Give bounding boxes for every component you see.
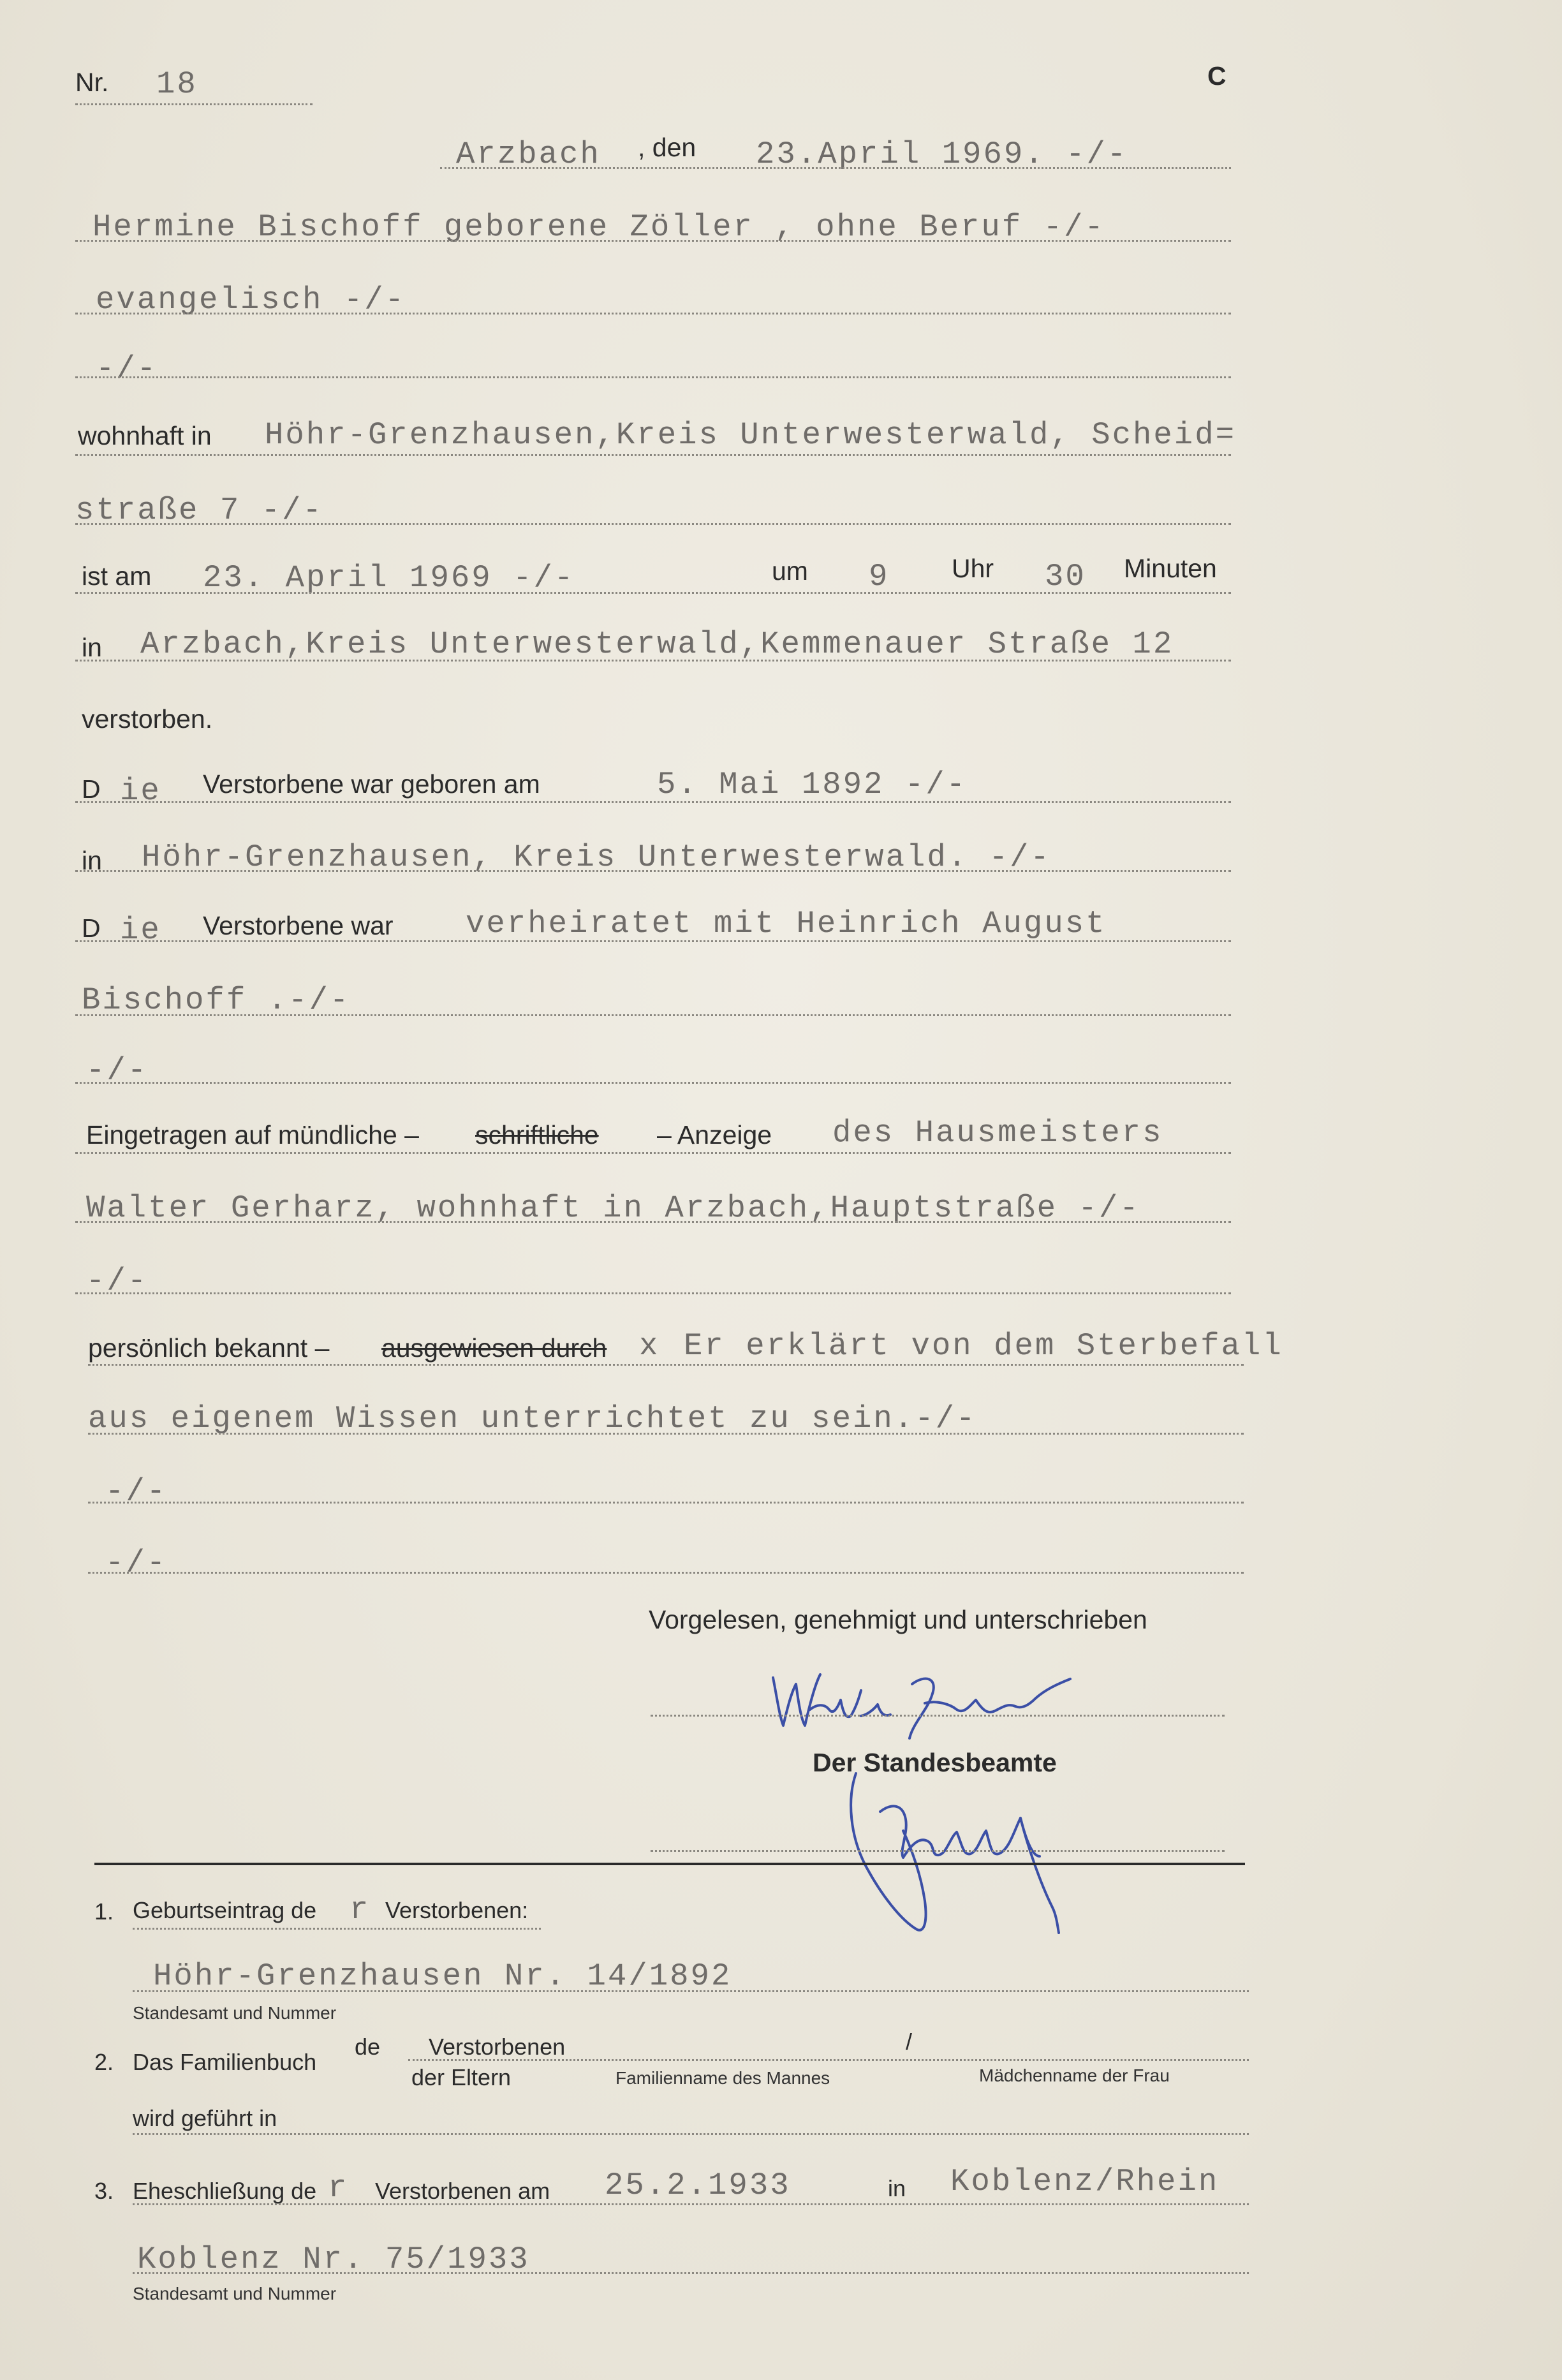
residence-line-2 [75,523,1231,525]
uhr-label: Uhr [952,554,994,583]
um-label: um [772,556,808,586]
minuten-label: Minuten [1124,554,1217,583]
note-3-place: Koblenz/Rhein [950,2164,1219,2199]
note-1-label-a: Geburtseintrag de [133,1897,317,1923]
verstorben-label: verstorben. [82,704,213,734]
birth-place-line [75,870,1231,872]
blank-line-4: -/- [105,1474,168,1509]
residence-line-1 [75,454,1231,456]
birth-date: 5. Mai 1892 -/- [657,767,968,802]
religion: evangelisch -/- [96,282,406,318]
blank-line-5: -/- [105,1545,168,1581]
death-place: Arzbach,Kreis Unterwesterwald,Kemmenauer Straße 12 [140,626,1174,662]
note-3-in: in [888,2175,906,2201]
note-2-number: 2. [94,2049,114,2075]
nr-value: 18 [156,66,198,102]
residence-label: wohnhaft in [78,421,212,450]
religion-line [75,313,1231,314]
corner-letter: C [1207,61,1227,91]
note-3-label-a: Eheschließung de [133,2178,317,2204]
residence-2: straße 7 -/- [75,492,323,528]
death-date: 23. April 1969 -/- [203,560,575,596]
note-3-value: Koblenz Nr. 75/1933 [137,2242,530,2277]
statement-2: aus eigenem Wissen unterrichtet zu sein.-/- [88,1401,977,1437]
note-2-slash: / [906,2029,913,2055]
birth-place: Höhr-Grenzhausen, Kreis Unterwesterwald. -/- [142,839,1051,875]
note-3-line [133,2203,1249,2205]
note-1-number: 1. [94,1898,114,1925]
statement-line-2 [88,1433,1244,1435]
registered-after: – Anzeige [657,1120,772,1149]
blank-line-5-rule [88,1572,1244,1574]
informant-2: Walter Gerharz, wohnhaft in Arzbach,Hauptstraße -/- [86,1190,1140,1226]
note-2-label-2: wird geführt in [133,2105,277,2131]
informant-1: des Hausmeisters [832,1115,1163,1151]
registrar-label: Der Standesbeamte [813,1748,1057,1777]
note-2-verstorbenen: Verstorbenen [429,2034,566,2060]
hour: 9 [869,559,890,595]
known-struck: ausgewiesen durch [381,1333,607,1363]
nr-label: Nr. [75,68,109,97]
note-3-label-b: Verstorbenen am [375,2178,550,2204]
registered-label: Eingetragen auf mündliche – [86,1120,419,1149]
registrar-signature-line [651,1850,1225,1852]
born-label: Verstorbene war geboren am [203,769,540,799]
known-label: persönlich bekannt – [88,1333,330,1363]
note-1-value-line [133,1990,1249,1992]
note-2-line [133,2133,1249,2135]
married-d: D [82,913,101,943]
death-place-line [75,660,1231,662]
note-1-value: Höhr-Grenzhausen Nr. 14/1892 [153,1958,732,1994]
date-line [440,167,1231,169]
nr-line [75,103,313,105]
married-line-1 [75,940,1231,942]
place: Arzbach [456,137,601,172]
birth-in-label: in [82,846,102,875]
death-line [75,592,1231,594]
birth-line [75,801,1231,803]
den-label: , den [638,133,696,162]
note-2-name-line [408,2059,1249,2061]
read-approved-label: Vorgelesen, genehmigt und unterschrieben [649,1605,1147,1634]
note-1-label-line [133,1928,541,1930]
blank-line-3: -/- [86,1263,149,1299]
informant-line [75,1221,1231,1223]
married-2: Bischoff .-/- [82,982,351,1018]
note-3-value-line [133,2272,1249,2274]
note-3-number: 3. [94,2178,114,2204]
statement-1: Er erklärt von dem Sterbefall [684,1328,1283,1364]
note-1-label-b: Verstorbenen: [385,1897,529,1923]
blank-line-1-rule [75,376,1231,378]
married-1: verheiratet mit Heinrich August [466,906,1107,942]
registered-struck: schriftliche [475,1120,599,1149]
married-line-2 [75,1014,1231,1016]
informant-signature-line [651,1715,1225,1717]
note-2-eltern: der Eltern [411,2064,512,2090]
person-line [75,240,1231,242]
blank-line-2: -/- [86,1053,149,1088]
person: Hermine Bischoff geborene Zöller , ohne Beruf -/- [92,209,1105,245]
blank-line-3-rule [75,1292,1231,1294]
born-ie: ie [120,773,161,809]
note-1-caption: Standesamt und Nummer [133,2003,337,2023]
note-2-caption-husband: Familienname des Mannes [615,2068,830,2088]
entry-date: 23.April 1969. -/- [756,137,1128,172]
in-label: in [82,633,102,662]
note-2-caption-wife: Mädchenname der Frau [979,2066,1170,2085]
note-3-typed-r: r [328,2170,349,2206]
born-d: D [82,774,101,804]
note-2-label: Das Familienbuch [133,2049,317,2075]
known-x: x [639,1328,660,1364]
note-3-caption: Standesamt und Nummer [133,2284,337,2303]
blank-line-4-rule [88,1502,1244,1504]
blank-line-2-rule [75,1082,1231,1084]
minute: 30 [1045,559,1086,595]
statement-line-1 [88,1364,1244,1366]
residence-1: Höhr-Grenzhausen,Kreis Unterwesterwald, Scheid= [265,417,1237,453]
note-1-typed-r: r [350,1892,371,1928]
died-label: ist am [82,561,152,591]
registrar-signature [842,1748,1110,1939]
section-divider [94,1863,1245,1865]
note-2-de: de [355,2034,381,2060]
blank-line-1: -/- [96,351,158,387]
informant-signature [765,1665,1148,1748]
married-ie: ie [120,912,161,948]
note-3-date: 25.2.1933 [605,2168,791,2203]
married-label: Verstorbene war [203,911,394,940]
registered-line [75,1152,1231,1154]
